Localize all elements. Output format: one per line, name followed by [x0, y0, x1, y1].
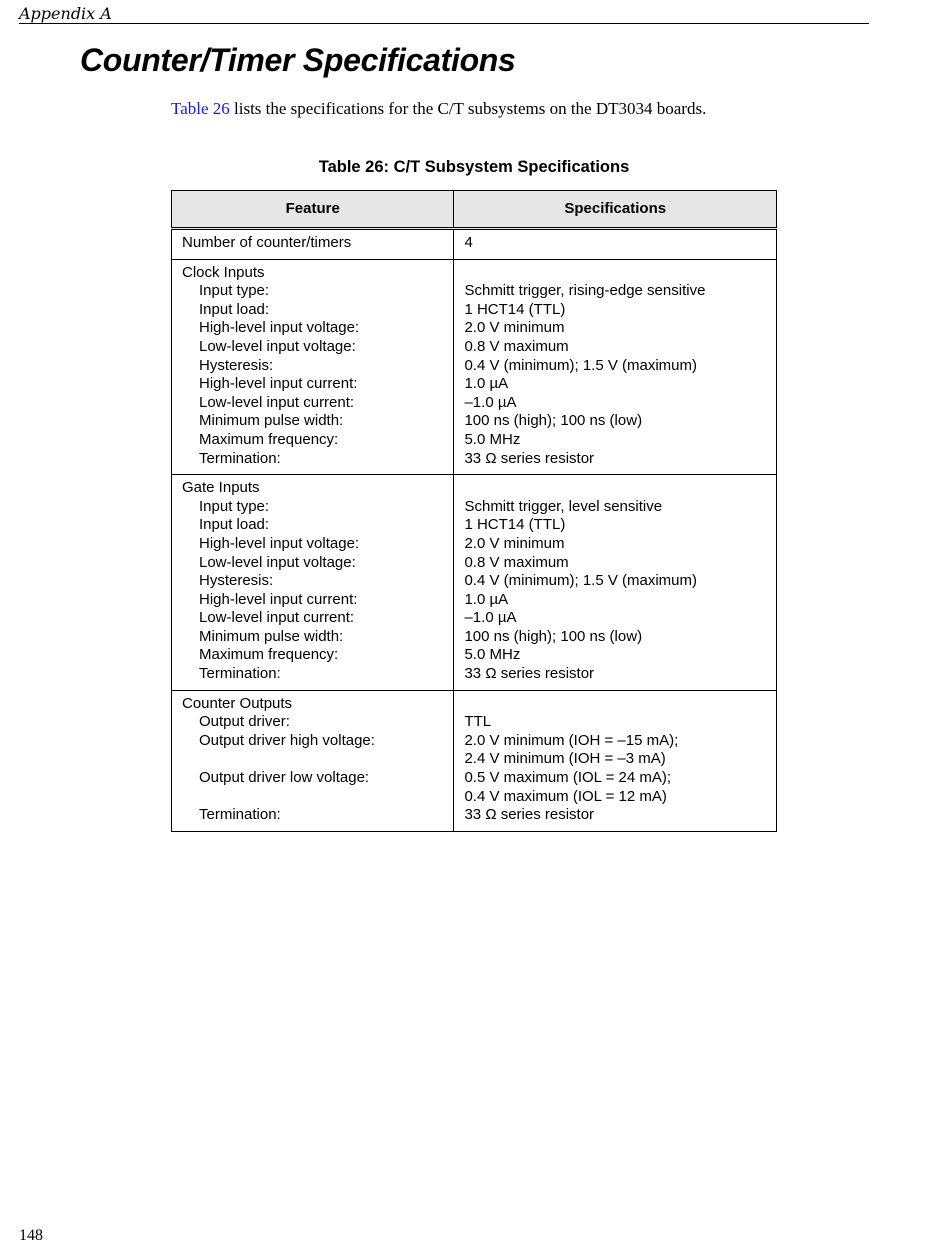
feature-label: Input load:: [199, 516, 270, 534]
feature-cell: [172, 475, 454, 691]
spec-value: 1 HCT14 (TTL): [464, 300, 566, 318]
spec-value: 0.4 V (minimum); 1.5 V (maximum): [464, 572, 698, 590]
page-number: 148: [19, 1227, 43, 1244]
feature-label: Low-level input voltage:: [199, 553, 356, 571]
feature-cell: [172, 690, 454, 831]
spec-value: 100 ns (high); 100 ns (low): [464, 412, 643, 430]
spec-value: Schmitt trigger, rising-edge sensitive: [464, 282, 706, 300]
feature-label: High-level input voltage:: [199, 319, 360, 337]
spec-value: 0.8 V maximum: [464, 553, 569, 571]
spec-value: 2.0 V minimum: [464, 319, 565, 337]
running-header: Appendix A: [19, 4, 112, 23]
spec-value: 1.0 µA: [464, 590, 509, 608]
feature-label: Output driver low voltage:: [199, 769, 370, 787]
feature-cell: [172, 229, 454, 260]
spec-value: 0.8 V maximum: [464, 337, 569, 355]
spec-value: 100 ns (high); 100 ns (low): [464, 627, 643, 645]
specifications-table: [171, 190, 777, 832]
feature-label: Input load:: [199, 300, 270, 318]
feature-label: Input type:: [199, 497, 270, 515]
spec-value: 0.5 V maximum (IOL = 24 mA);: [464, 769, 672, 787]
spec-value: 0.4 V (minimum); 1.5 V (maximum): [464, 356, 698, 374]
feature-label: Low-level input current:: [199, 393, 355, 411]
feature-cell: [172, 259, 454, 475]
spec-value: –1.0 µA: [464, 609, 517, 627]
feature-label: Low-level input current:: [199, 609, 355, 627]
spec-value: 5.0 MHz: [464, 646, 521, 664]
feature-label: Maximum frequency:: [199, 646, 339, 664]
feature-label: Termination:: [199, 449, 281, 467]
spec-cell: [454, 475, 777, 691]
spec-value: 33 Ω series resistor: [464, 665, 595, 683]
spec-value: 2.0 V minimum (IOH = –15 mA);: [464, 731, 679, 749]
spec-spacer: [464, 264, 766, 283]
feature-label: Number of counter/timers: [182, 234, 352, 251]
feature-label: Input type:: [199, 282, 270, 300]
group-title: Counter Outputs: [182, 694, 293, 712]
feature-label: Output driver high voltage:: [199, 731, 375, 749]
specifications-column-header: Specifications: [454, 191, 777, 229]
spec-spacer: [464, 695, 766, 714]
feature-label: High-level input current:: [199, 375, 358, 393]
table-row-clock-inputs: [172, 259, 777, 475]
spec-value: 1.0 µA: [464, 375, 509, 393]
spec-value: 4: [464, 234, 473, 251]
feature-label: Hysteresis:: [199, 356, 274, 374]
table-header-row: [172, 191, 777, 229]
spec-value: 5.0 MHz: [464, 430, 521, 448]
spec-cell: [454, 259, 777, 475]
spec-value: 2.4 V minimum (IOH = –3 mA): [464, 750, 666, 768]
feature-label: High-level input voltage:: [199, 534, 360, 552]
header-rule: [19, 23, 869, 24]
spec-spacer: [464, 479, 766, 498]
feature-label: High-level input current:: [199, 590, 358, 608]
feature-label: Termination:: [199, 665, 281, 683]
feature-label: Minimum pulse width:: [199, 412, 344, 430]
spec-cell: [454, 690, 777, 831]
spec-value: 0.4 V maximum (IOL = 12 mA): [464, 787, 667, 805]
spec-value: 2.0 V minimum: [464, 534, 565, 552]
feature-label: Output driver:: [199, 713, 290, 731]
page-title: Counter/Timer Specifications: [80, 42, 516, 78]
spec-value: TTL: [464, 713, 492, 731]
feature-column-header: Feature: [172, 191, 454, 229]
group-title: Gate Inputs: [182, 479, 260, 497]
table-caption: Table 26: C/T Subsystem Specifications: [318, 158, 630, 176]
intro-paragraph: [171, 99, 706, 119]
feature-label: Termination:: [199, 806, 281, 824]
table-row: [172, 229, 777, 260]
feature-label: Low-level input voltage:: [199, 337, 356, 355]
spec-value: Schmitt trigger, level sensitive: [464, 497, 663, 515]
spec-cell: [454, 229, 777, 260]
feature-spacer: [182, 788, 443, 807]
table-row-counter-outputs: [172, 690, 777, 831]
feature-label: Minimum pulse width:: [199, 627, 344, 645]
spec-value: 33 Ω series resistor: [464, 449, 595, 467]
spec-value: –1.0 µA: [464, 393, 517, 411]
spec-value: 33 Ω series resistor: [464, 806, 595, 824]
table-row-gate-inputs: [172, 475, 777, 691]
spec-value: 1 HCT14 (TTL): [464, 516, 566, 534]
feature-label: Maximum frequency:: [199, 430, 339, 448]
feature-label: Hysteresis:: [199, 572, 274, 590]
feature-spacer: [182, 750, 443, 769]
group-title: Clock Inputs: [182, 263, 265, 281]
intro-text: lists the specifications for the C/T subsystems on the DT3034 boards.: [229, 99, 707, 118]
table-reference-link[interactable]: Table 26: [171, 99, 230, 118]
